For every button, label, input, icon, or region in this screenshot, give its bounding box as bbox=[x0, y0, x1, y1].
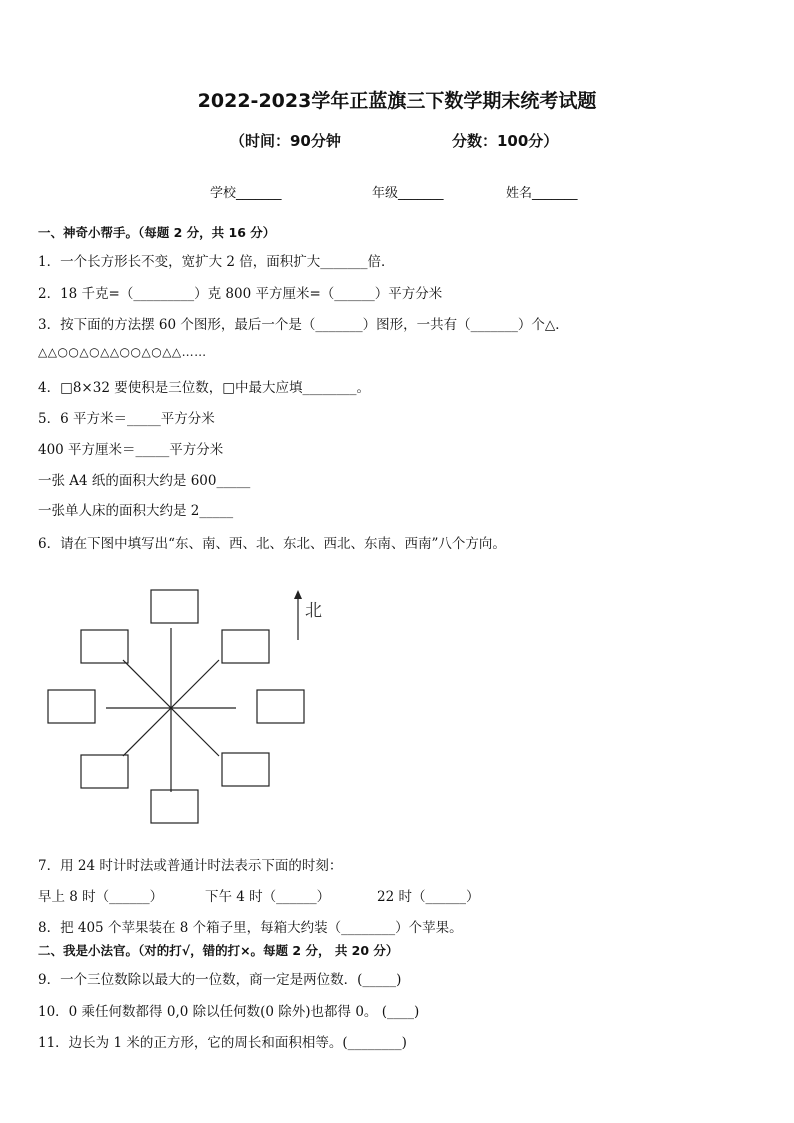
box-top-right[interactable] bbox=[222, 630, 269, 663]
question-9: 9．一个三位数除以最大的一位数，商一定是两位数．(_____) bbox=[38, 972, 402, 988]
question-8: 8．把 405 个苹果装在 8 个箱子里，每箱大约装（________）个苹果。 bbox=[38, 920, 463, 936]
box-bottom-right[interactable] bbox=[222, 753, 269, 786]
question-7b: 下午 4 时（______） bbox=[205, 889, 331, 905]
question-5c: 一张 A4 纸的面积大约是 600_____ bbox=[38, 473, 251, 489]
box-bottom[interactable] bbox=[151, 790, 198, 823]
question-11: 11．边长为 1 米的正方形，它的周长和面积相等。(________) bbox=[38, 1035, 407, 1051]
section-1-heading: 一、神奇小帮手。（每题 2 分，共 16 分） bbox=[38, 225, 276, 240]
question-5b: 400 平方厘米＝_____平方分米 bbox=[38, 442, 224, 458]
north-label: 北 bbox=[305, 601, 322, 621]
north-arrow-icon bbox=[294, 590, 302, 599]
question-7a: 早上 8 时（______） bbox=[38, 889, 164, 905]
question-2: 2．18 千克=（_________）克 800 平方厘米=（______）平方分米 bbox=[38, 286, 443, 302]
section-2-heading: 二、我是小法官。（对的打√，错的打×。每题 2 分， 共 20 分） bbox=[38, 943, 399, 958]
grade-field[interactable]: 年级_______ bbox=[372, 186, 444, 201]
question-7: 7．用 24 时计时法或普通计时法表示下面的时刻： bbox=[38, 858, 343, 874]
shape-pattern: △△○○△○△△○○△○△△…… bbox=[38, 345, 207, 359]
question-4: 4．□8×32 要使积是三位数，□中最大应填________。 bbox=[38, 380, 370, 396]
school-field[interactable]: 学校_______ bbox=[210, 186, 282, 201]
box-left[interactable] bbox=[48, 690, 95, 723]
question-6: 6．请在下图中填写出“东、南、西、北、东北、西北、东南、西南”八个方向。 bbox=[38, 536, 506, 552]
page-title: 2022-2023学年正蓝旗三下数学期末统考试题 bbox=[197, 90, 597, 112]
question-3: 3．按下面的方法摆 60 个图形，最后一个是（_______）图形，一共有（_______）个△． bbox=[38, 317, 569, 333]
box-top-left[interactable] bbox=[81, 630, 128, 663]
exam-score: 分数：100分） bbox=[452, 132, 559, 150]
question-10: 10．0 乘任何数都得 0,0 除以任何数(0 除外)也都得 0。 (____) bbox=[38, 1004, 420, 1020]
name-field[interactable]: 姓名_______ bbox=[506, 186, 578, 201]
exam-time: （时间：90分钟 bbox=[230, 132, 341, 150]
box-bottom-left[interactable] bbox=[81, 755, 128, 788]
question-1: 1．一个长方形长不变，宽扩大 2 倍，面积扩大_______倍． bbox=[38, 254, 395, 270]
direction-diagram bbox=[38, 580, 338, 830]
box-right[interactable] bbox=[257, 690, 304, 723]
question-5d: 一张单人床的面积大约是 2_____ bbox=[38, 503, 234, 519]
question-7c: 22 时（______） bbox=[377, 889, 480, 905]
question-5a: 5．6 平方米＝_____平方分米 bbox=[38, 411, 215, 427]
box-top[interactable] bbox=[151, 590, 198, 623]
